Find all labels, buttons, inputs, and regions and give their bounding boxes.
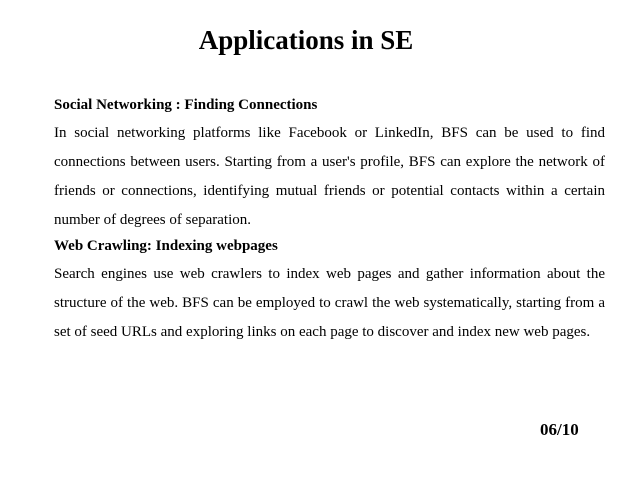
section-heading: Social Networking : Finding Connections xyxy=(54,97,318,113)
page-number: 06/10 xyxy=(540,420,579,439)
section-social-networking xyxy=(54,94,605,235)
slide-content xyxy=(54,94,605,347)
section-heading: Web Crawling: Indexing webpages xyxy=(54,238,278,254)
section-body: In social networking platforms like Facebook or LinkedIn, BFS can be used to find connections between users. Starting from a user's profile, BFS can explore the network of friends or connections, identifying mutual friends or potential contacts within a certain number of degrees of separation. xyxy=(54,125,605,228)
slide-title: Applications in SE xyxy=(198,25,414,55)
section-web-crawling xyxy=(54,235,605,347)
section-body: Search engines use web crawlers to index web pages and gather information about the structure of the web. BFS can be employed to crawl the web systematically, starting from a set of seed URLs and exploring links on each page to discover and index new web pages. xyxy=(54,266,605,340)
